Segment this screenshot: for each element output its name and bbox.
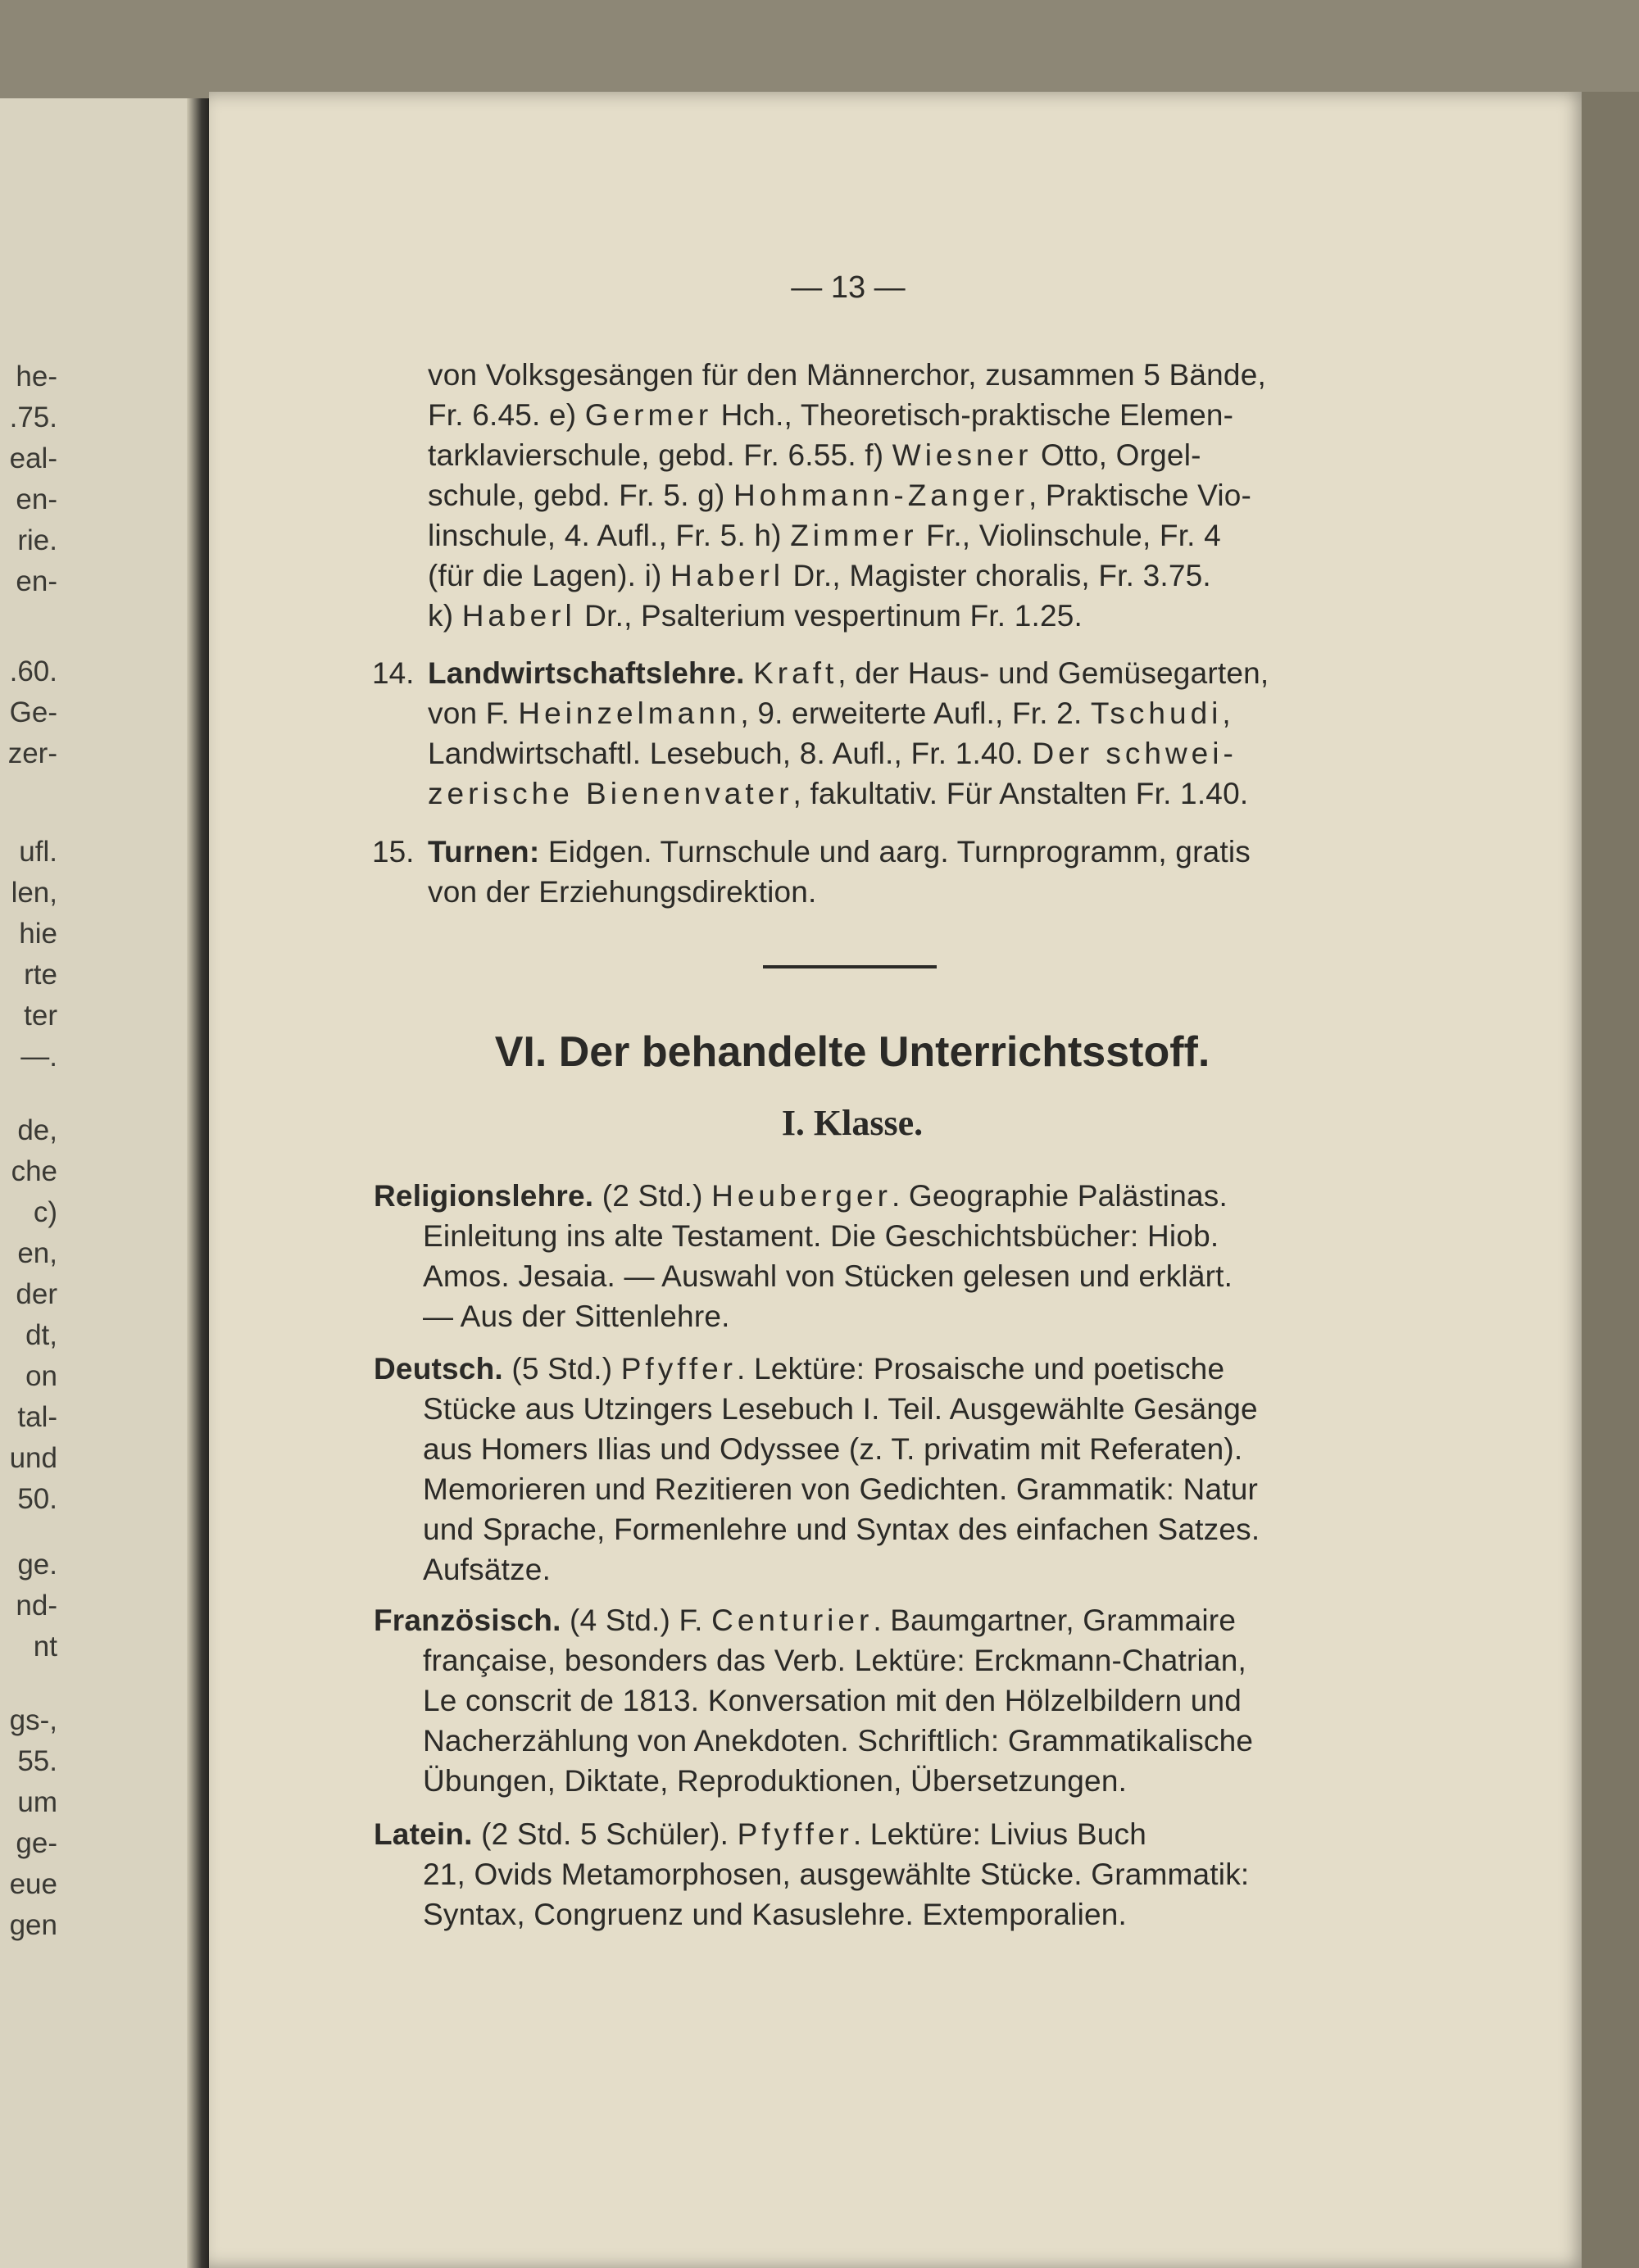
left-fragment: der [16,1278,57,1310]
left-fragment: on [25,1360,57,1392]
item-15-line: von der Erziehungsdirektion. [428,875,817,909]
left-fragment: tal- [17,1401,57,1433]
left-fragment: ufl. [19,836,57,868]
subject-line: Syntax, Congruenz und Kasuslehre. Extemporalien. [423,1898,1128,1931]
item-14-line: Landwirtschaftslehre. Kraft, der Haus- und Gemüsegarten, [428,656,1269,690]
subject-line: Memorieren und Rezitieren von Gedichten. Grammatik: Natur [423,1472,1259,1506]
subject-line: Religionslehre. (2 Std.) Heuberger. Geographie Palästinas. [374,1179,1228,1213]
subject-line: Aufsätze. [423,1553,552,1586]
left-fragment: um [17,1786,57,1818]
left-fragment: Ge- [9,696,57,728]
item-13-line: linschule, 4. Aufl., Fr. 5. h) Zimmer Fr., Violinschule, Fr. 4 [428,519,1221,552]
author-name: Haberl [670,559,785,592]
left-fragment: .60. [9,655,57,687]
class-title: I. Klasse. [781,1103,924,1143]
left-fragment: eue [9,1868,57,1900]
subject-heading: Deutsch. [374,1352,503,1386]
item-number: 14. [372,656,415,690]
item-heading: Turnen: [428,835,540,869]
left-fragment: ge. [17,1549,57,1581]
left-fragment: eal- [9,442,57,474]
left-fragment: nd- [16,1590,57,1622]
left-fragment: ter [24,1000,57,1032]
subject-line: Nacherzählung von Anekdoten. Schriftlich: Grammatikalische [423,1724,1254,1758]
left-fragment: gen [9,1909,57,1941]
subject-line: Latein. (2 Std. 5 Schüler). Pfyffer. Lektüre: Livius Buch [374,1817,1146,1851]
left-fragment: rte [24,959,57,991]
left-fragment: c) [33,1196,57,1228]
item-14-line: Landwirtschaftl. Lesebuch, 8. Aufl., Fr. 1.40. Der schwei- [428,737,1237,770]
left-fragment: en- [16,565,57,597]
left-fragment: dt, [25,1319,57,1351]
item-13-line: von Volksgesängen für den Männerchor, zusammen 5 Bände, [428,358,1266,392]
item-13-line: (für die Lagen). i) Haberl Dr., Magister choralis, Fr. 3.75. [428,559,1211,592]
left-fragment: len, [11,877,57,909]
subject-line: Stücke aus Utzingers Lesebuch I. Teil. Ausgewählte Gesänge [423,1392,1258,1426]
scan-background-edge [1582,92,1639,2268]
section-title: VI. Der behandelte Unterrichtsstoff. [494,1028,1210,1076]
item-13-line: tarklavierschule, gebd. Fr. 6.55. f) Wiesner Otto, Orgel- [428,438,1201,472]
page-number: — 13 — [791,270,906,305]
subject-line: Le conscrit de 1813. Konversation mit den Hölzelbildern und [423,1684,1242,1717]
section-divider [763,965,937,968]
author-name: Zimmer [790,519,918,552]
subject-heading: Latein. [374,1817,473,1851]
left-fragment: en- [16,483,57,515]
subject-heading: Religionslehre. [374,1179,594,1213]
left-fragment: ge- [16,1827,57,1859]
left-fragment: gs-, [9,1704,57,1736]
author-name: Germer [584,398,713,432]
left-fragment: che [11,1155,57,1187]
subject-line: Amos. Jesaia. — Auswahl von Stücken gelesen und erklärt. [423,1259,1233,1293]
item-14-line: von F. Heinzelmann, 9. erweiterte Aufl., Fr. 2. Tschudi, [428,696,1231,730]
item-13-line: schule, gebd. Fr. 5. g) Hohmann-Zanger, Praktische Vio- [428,479,1252,512]
left-fragment: 55. [17,1745,57,1777]
left-fragment: rie. [17,524,57,556]
left-fragment: —. [20,1041,57,1073]
item-number: 15. [372,835,415,869]
author-name: Haberl [461,599,576,633]
left-fragment: de, [17,1114,57,1146]
item-heading: Landwirtschaftslehre. [428,656,745,690]
author-name: Wiesner [892,438,1033,472]
subject-line: Deutsch. (5 Std.) Pfyffer. Lektüre: Prosaische und poetische [374,1352,1225,1386]
left-fragment: zer- [7,737,57,769]
left-fragment: und [9,1442,57,1474]
item-15-line: Turnen: Eidgen. Turnschule und aarg. Turnprogramm, gratis [428,835,1251,869]
left-fragment: hie [19,918,57,950]
subject-line: 21, Ovids Metamorphosen, ausgewählte Stücke. Grammatik: [423,1857,1250,1891]
subject-line: française, besonders das Verb. Lektüre: Erckmann-Chatrian, [423,1644,1246,1677]
left-fragment: nt [33,1631,57,1662]
subject-line: Übungen, Diktate, Reproduktionen, Übersetzungen. [423,1764,1128,1798]
subject-line: Einleitung ins alte Testament. Die Geschichtsbücher: Hiob. [423,1219,1219,1253]
left-fragment: 50. [17,1483,57,1515]
left-fragment: he- [16,361,57,392]
subject-line: — Aus der Sittenlehre. [423,1300,730,1333]
subject-line: Französisch. (4 Std.) F. Centurier. Baumgartner, Grammaire [374,1603,1237,1637]
left-fragment: .75. [9,401,57,433]
subject-line: und Sprache, Formenlehre und Syntax des einfachen Satzes. [423,1513,1260,1546]
left-page [0,98,195,2268]
subject-line: aus Homers Ilias und Odyssee (z. T. privatim mit Referaten). [423,1432,1243,1466]
item-13-line: Fr. 6.45. e) Germer Hch., Theoretisch-praktische Elemen- [428,398,1234,432]
book-gutter [187,98,211,2268]
left-fragment: en, [17,1237,57,1269]
item-13-line: k) Haberl Dr., Psalterium vespertinum Fr. 1.25. [428,599,1083,633]
author-name: Hohmann-Zanger [733,479,1028,512]
item-14-line: zerische Bienenvater, fakultativ. Für Anstalten Fr. 1.40. [428,777,1249,810]
subject-heading: Französisch. [374,1603,561,1637]
